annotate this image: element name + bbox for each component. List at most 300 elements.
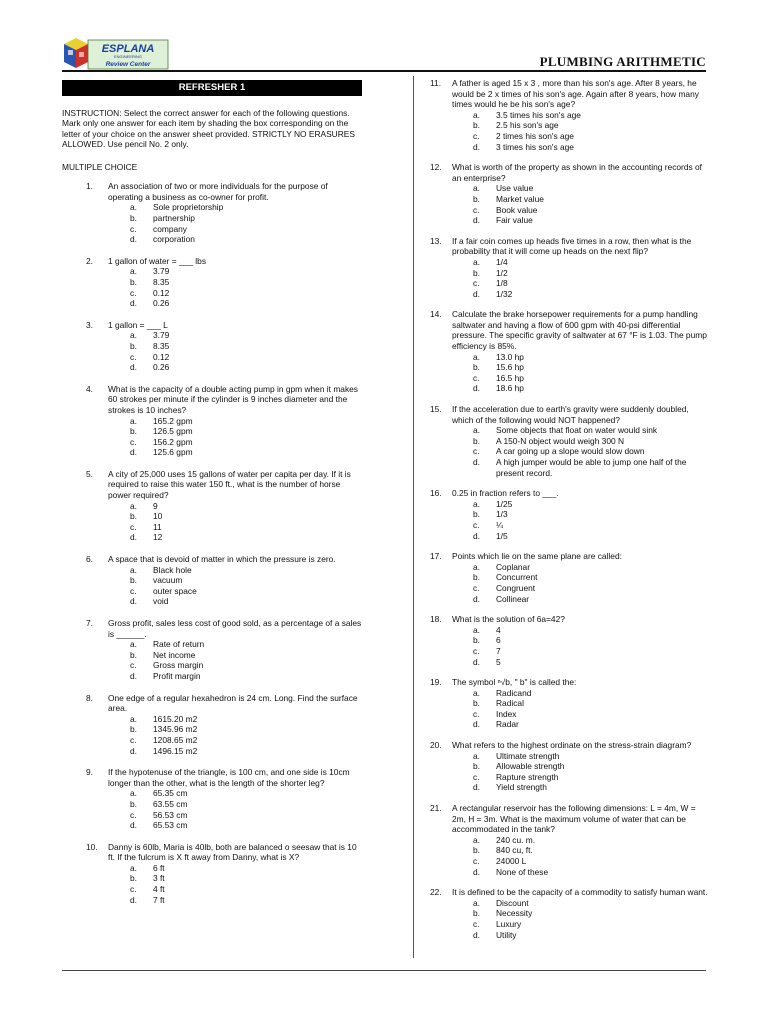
option-text: 65.35 cm	[153, 788, 188, 799]
option-letter: d.	[130, 596, 137, 607]
question-body	[452, 236, 710, 300]
option-text: 24000 L	[496, 856, 527, 866]
answer-option	[452, 352, 710, 363]
answer-option	[452, 835, 710, 846]
question-text: A rectangular reservoir has the following dimensions: L = 4m, W = 2m, H = 3m. What is the maximum volume of water that can be accommodated in the tank?	[452, 803, 696, 835]
answer-option	[108, 522, 362, 533]
question-text: 1 gallon = ___ L	[108, 319, 168, 330]
option-text: 56.53 cm	[153, 809, 188, 820]
question-list-right	[430, 78, 710, 940]
answer-option	[108, 288, 362, 299]
option-text: Necessity	[496, 908, 533, 919]
answer-option	[452, 362, 710, 373]
option-text: 8.35	[153, 340, 170, 351]
answer-option	[452, 457, 710, 478]
option-text: 125.6 gpm	[153, 447, 193, 458]
question-number: 20.	[430, 740, 442, 751]
option-letter: b.	[473, 435, 480, 446]
option-letter: d.	[473, 656, 480, 667]
question-body	[452, 551, 710, 604]
option-letter: c.	[473, 278, 480, 289]
option-text: 6	[496, 635, 501, 646]
option-text: company	[153, 223, 187, 234]
option-letter: a.	[473, 834, 480, 845]
question-number: 10.	[86, 841, 98, 852]
question-body	[108, 767, 362, 831]
answer-option	[108, 426, 362, 437]
question-number: 19.	[430, 677, 442, 688]
question-body	[452, 162, 710, 226]
question-item	[430, 162, 710, 226]
option-text: 16.5 hp	[496, 372, 524, 383]
option-text: A 150-N object would weigh 300 N	[496, 435, 625, 446]
option-text: 7 ft	[153, 894, 165, 905]
option-letter: b.	[473, 572, 480, 583]
answer-option	[452, 268, 710, 279]
option-letter: a.	[473, 498, 480, 509]
option-text: outer space	[153, 585, 197, 596]
answer-option	[108, 863, 362, 874]
question-text: What is the solution of 6a=42?	[452, 614, 565, 625]
option-letter: c.	[473, 708, 480, 719]
option-text: 65.53 cm	[153, 820, 188, 831]
option-text: 1/8	[496, 278, 508, 289]
question-item	[430, 677, 710, 730]
answer-option	[108, 650, 362, 661]
option-letter: c.	[473, 372, 480, 383]
question-body	[452, 677, 710, 730]
esplana-logo	[62, 36, 170, 72]
option-letter: a.	[130, 202, 137, 213]
answer-option	[108, 437, 362, 448]
answer-option	[452, 646, 710, 657]
option-letter: c.	[473, 582, 480, 593]
option-text: 840 cu, ft.	[496, 845, 533, 856]
option-text: Concurrent	[496, 572, 538, 583]
option-text: 156.2 gpm	[153, 436, 193, 447]
option-letter: b.	[130, 873, 137, 884]
option-letter: b.	[473, 509, 480, 520]
option-letter: b.	[473, 267, 480, 278]
option-text: Ultimate strength	[496, 750, 560, 761]
question-number: 21.	[430, 803, 442, 814]
answer-option	[108, 671, 362, 682]
option-text: 3.79	[153, 266, 170, 277]
option-letter: c.	[130, 734, 137, 745]
answer-option	[452, 657, 710, 668]
option-letter: d.	[473, 719, 480, 730]
answer-option	[108, 735, 362, 746]
option-letter: b.	[473, 761, 480, 772]
option-letter: b.	[130, 340, 137, 351]
option-letter: d.	[130, 820, 137, 831]
option-text: Utility	[496, 929, 517, 940]
option-letter: a.	[130, 639, 137, 650]
option-text: ¼	[496, 519, 503, 530]
option-text: 18.6 hp	[496, 383, 524, 394]
question-text: 1 gallon of water = ___ lbs	[108, 255, 207, 266]
right-column	[430, 78, 710, 950]
answer-option	[452, 572, 710, 583]
option-letter: a.	[473, 624, 480, 635]
question-item	[62, 554, 362, 607]
answer-option	[108, 501, 362, 512]
question-body	[108, 554, 362, 607]
question-item	[430, 309, 710, 394]
answer-option	[452, 583, 710, 594]
option-text: Sole proprietorship	[153, 202, 224, 213]
question-body	[452, 740, 710, 793]
option-letter: a.	[473, 109, 480, 120]
option-letter: c.	[473, 519, 480, 530]
question-text: Points which lie on the same plane are called:	[452, 551, 622, 562]
footer-divider	[62, 970, 706, 971]
option-text: 1/2	[496, 267, 508, 278]
option-text: 240 cu. m.	[496, 834, 536, 845]
option-text: 11	[153, 521, 162, 532]
question-number: 16.	[430, 488, 442, 499]
question-body	[108, 256, 362, 309]
option-text: 3.79	[153, 330, 170, 341]
option-letter: d.	[130, 447, 137, 458]
option-letter: a.	[130, 330, 137, 341]
option-text: Some objects that float on water would sink	[496, 425, 658, 436]
option-letter: b.	[130, 511, 137, 522]
option-letter: c.	[130, 809, 137, 820]
option-letter: b.	[473, 193, 480, 204]
answer-option	[452, 625, 710, 636]
option-text: Coplanar	[496, 561, 530, 572]
option-text: 1208.65 m2	[153, 734, 198, 745]
option-text: 1/25	[496, 498, 513, 509]
question-item	[430, 551, 710, 604]
logo-name: ESPLANA	[101, 43, 155, 55]
answer-option	[108, 565, 362, 576]
option-text: 7	[496, 645, 501, 656]
question-body	[108, 469, 362, 543]
answer-option	[452, 446, 710, 457]
option-text: Gross margin	[153, 660, 204, 671]
question-item	[62, 320, 362, 373]
answer-option	[108, 660, 362, 671]
option-letter: a.	[473, 425, 480, 436]
option-letter: b.	[130, 276, 137, 287]
answer-option	[108, 277, 362, 288]
option-letter: c.	[473, 446, 480, 457]
option-letter: d.	[473, 141, 480, 152]
answer-option	[452, 183, 710, 194]
option-letter: d.	[473, 383, 480, 394]
answer-option	[452, 194, 710, 205]
option-text: Fair value	[496, 215, 533, 226]
answer-option	[108, 799, 362, 810]
question-number: 1.	[86, 181, 93, 192]
option-text: 15.6 hp	[496, 362, 524, 373]
answer-option	[108, 788, 362, 799]
question-body	[452, 404, 710, 478]
question-text: What refers to the highest ordinate on the stress-strain diagram?	[452, 740, 692, 751]
answer-option	[452, 215, 710, 226]
answer-option	[108, 873, 362, 884]
answer-option	[452, 908, 710, 919]
answer-option	[452, 278, 710, 289]
question-number: 17.	[430, 551, 442, 562]
option-text: Congruent	[496, 582, 536, 593]
option-letter: b.	[130, 798, 137, 809]
option-letter: c.	[130, 287, 137, 298]
question-body	[452, 309, 710, 394]
option-text: 3.5 times his son's age	[496, 109, 581, 120]
option-letter: b.	[473, 908, 480, 919]
option-text: 1/3	[496, 509, 508, 520]
answer-option	[108, 266, 362, 277]
answer-option	[452, 930, 710, 941]
answer-option	[108, 810, 362, 821]
option-letter: d.	[473, 457, 480, 467]
option-text: 8.35	[153, 276, 170, 287]
refresher-title: REFRESHER 1	[62, 80, 362, 96]
answer-option	[108, 586, 362, 597]
option-letter: d.	[130, 362, 137, 373]
answer-option	[452, 520, 710, 531]
answer-option	[452, 499, 710, 510]
question-body	[108, 181, 362, 245]
answer-option	[452, 782, 710, 793]
option-text: Collinear	[496, 593, 530, 604]
option-text: 2.5 his son's age	[496, 120, 559, 131]
answer-option	[452, 867, 710, 878]
answer-option	[452, 772, 710, 783]
option-text: Radicand	[496, 687, 532, 698]
option-letter: d.	[473, 530, 480, 541]
answer-option	[452, 719, 710, 730]
question-number: 8.	[86, 692, 93, 703]
option-letter: d.	[473, 782, 480, 793]
option-letter: d.	[130, 532, 137, 543]
option-letter: a.	[473, 687, 480, 698]
option-text: 3 ft	[153, 873, 165, 884]
question-item	[62, 618, 362, 682]
question-number: 2.	[86, 255, 93, 266]
answer-option	[108, 213, 362, 224]
question-body	[452, 614, 710, 667]
option-letter: c.	[473, 918, 480, 929]
question-text: If the acceleration due to earth's gravity were suddenly doubled, which of the following would NOT happened?	[452, 404, 689, 425]
answer-option	[452, 688, 710, 699]
multiple-choice-heading: MULTIPLE CHOICE	[62, 161, 138, 172]
instruction-text: INSTRUCTION: Select the correct answer for each of the following questions. Mark only one answer for each item by shading the box corresponding on the letter of your choice on the answer sheet provided. STRICTLY NO ERASURES ALLOWED. Use pencil No. 2 only.	[62, 108, 355, 150]
option-text: 1/4	[496, 256, 508, 267]
question-text: An association of two or more individuals for the purpose of operating a business as co-owner for profit.	[108, 181, 328, 202]
option-letter: b.	[130, 426, 137, 437]
answer-option	[452, 142, 710, 153]
answer-option	[108, 224, 362, 235]
answer-option	[108, 298, 362, 309]
option-text: 10	[153, 511, 163, 522]
answer-option	[108, 511, 362, 522]
question-number: 11.	[430, 78, 442, 88]
question-number: 9.	[86, 767, 93, 778]
option-text: 4	[496, 624, 501, 635]
option-letter: a.	[473, 561, 480, 572]
answer-option	[452, 257, 710, 268]
option-letter: d.	[130, 894, 137, 905]
answer-option	[108, 575, 362, 586]
question-body	[452, 803, 710, 877]
column-divider	[413, 76, 414, 958]
option-text: 6 ft	[153, 862, 165, 873]
option-text: 12	[153, 532, 163, 543]
question-number: 4.	[86, 383, 93, 394]
answer-option	[108, 532, 362, 543]
option-text: 4 ft	[153, 884, 165, 895]
option-letter: d.	[130, 745, 137, 756]
option-text: Allowable strength	[496, 761, 565, 772]
question-number: 7.	[86, 618, 93, 628]
question-text: A city of 25,000 uses 15 gallons of water per capita per day. If it is required to raise this water 150 ft., what is the number of horse power required?	[108, 468, 351, 501]
option-text: 0.12	[153, 287, 170, 298]
option-letter: c.	[473, 771, 480, 782]
question-text: If the hypotenuse of the triangle, is 100 cm, and one side is 10cm longer than the other, what is the length of the shorter leg?	[108, 767, 350, 788]
option-text: 0.26	[153, 362, 170, 373]
option-letter: c.	[473, 130, 480, 141]
option-text: None of these	[496, 866, 549, 877]
question-item	[430, 404, 710, 478]
answer-option	[108, 362, 362, 373]
answer-option	[452, 594, 710, 605]
question-text: A father is aged 15 x 3 , more than his son's age. After 8 years, he would be 2 x times of his son's age. Again after 8 years, how many times would he be his son's age?	[452, 78, 699, 110]
option-text: 126.5 gpm	[153, 426, 193, 437]
option-text: Net income	[153, 649, 196, 660]
question-number: 12.	[430, 162, 442, 173]
option-text: Market value	[496, 193, 544, 204]
option-letter: b.	[130, 575, 137, 586]
option-text: 1/32	[496, 288, 513, 299]
question-text: Danny is 60lb, Maria is 40lb, both are balanced o seesaw that is 10 ft. If the fulcrum is X ft away from Danny, what is X?	[108, 841, 357, 863]
answer-option	[108, 341, 362, 352]
option-letter: c.	[130, 223, 137, 234]
header-divider	[62, 70, 706, 72]
answer-option	[452, 898, 710, 909]
option-letter: a.	[473, 351, 480, 362]
answer-option	[452, 205, 710, 216]
option-text: Use value	[496, 183, 534, 194]
option-text: Radar	[496, 719, 519, 730]
question-text: What is the capacity of a double acting pump in gpm when it makes 60 strokes per minute if the cylinder is 9 inches diameter and the strokes is 10 inches?	[108, 383, 358, 415]
answer-option	[108, 724, 362, 735]
option-letter: b.	[473, 362, 480, 373]
question-text: If a fair coin comes up heads five times in a row, then what is the probability that it will come up heads on the next flip?	[452, 235, 692, 257]
option-text: Radical	[496, 698, 524, 709]
answer-option	[452, 373, 710, 384]
option-letter: b.	[130, 213, 137, 223]
option-text: 9	[153, 500, 158, 511]
option-letter: a.	[473, 750, 480, 761]
answer-option	[108, 330, 362, 341]
answer-option	[108, 714, 362, 725]
question-number: 5.	[86, 468, 93, 479]
logo-subtitle: ENGINEERING	[113, 54, 143, 59]
answer-option	[452, 635, 710, 646]
option-text: Index	[496, 708, 517, 719]
answer-option	[452, 709, 710, 720]
answer-option	[452, 919, 710, 930]
option-text: 2 times his son's age	[496, 130, 574, 141]
option-letter: a.	[130, 713, 137, 724]
question-text: Gross profit, sales less cost of good sold, as a percentage of a sales is ______.	[108, 618, 362, 639]
option-text: 0.26	[153, 298, 170, 309]
question-body	[108, 384, 362, 458]
answer-option	[452, 531, 710, 542]
logo-tagline: Review Center	[105, 61, 151, 68]
question-text: Calculate the brake horsepower requirements for a pump handling saltwater and having a flow of 600 gpm with 40-psi differential pressure. The specific gravity of saltwater at 67 °F is 1.03. The pump efficiency is 85%.	[452, 309, 707, 352]
answer-option	[452, 761, 710, 772]
question-item	[430, 614, 710, 667]
answer-option	[108, 639, 362, 650]
question-body	[108, 842, 362, 906]
option-letter: c.	[473, 645, 480, 656]
option-letter: c.	[130, 351, 137, 362]
option-letter: b.	[130, 649, 137, 660]
question-item	[62, 256, 362, 309]
option-letter: c.	[473, 856, 480, 866]
question-item	[62, 842, 362, 906]
answer-option	[452, 120, 710, 131]
option-text: 0.12	[153, 351, 170, 362]
question-item	[430, 887, 710, 940]
option-letter: b.	[130, 724, 137, 735]
option-text: A car going up a slope would slow down	[496, 446, 645, 457]
question-number: 18.	[430, 614, 442, 625]
option-letter: b.	[473, 698, 480, 709]
answer-option	[452, 110, 710, 121]
option-text: Profit margin	[153, 670, 201, 681]
option-letter: c.	[473, 204, 480, 215]
question-item	[430, 488, 710, 541]
question-number: 3.	[86, 319, 93, 330]
question-body	[108, 320, 362, 373]
question-item	[62, 767, 362, 831]
option-letter: a.	[130, 415, 137, 426]
option-letter: c.	[130, 660, 137, 671]
option-text: Discount	[496, 897, 529, 908]
question-list-left	[62, 181, 362, 905]
question-number: 13.	[430, 235, 442, 246]
question-number: 22.	[430, 887, 442, 898]
option-text: 1/5	[496, 530, 508, 541]
option-letter: a.	[130, 564, 137, 575]
option-text: Luxury	[496, 918, 522, 929]
question-item	[430, 803, 710, 877]
option-text: partnership	[153, 213, 195, 223]
option-text: 1345.96 m2	[153, 724, 198, 735]
left-column	[62, 78, 362, 916]
question-number: 15.	[430, 404, 442, 415]
option-text: corporation	[153, 234, 195, 245]
answer-option	[452, 509, 710, 520]
option-text: void	[153, 596, 169, 607]
question-text: It is defined to be the capacity of a commodity to satisfy human want.	[452, 887, 708, 898]
option-text: 63.55 cm	[153, 798, 188, 809]
option-text: 3 times his son's age	[496, 141, 574, 152]
question-body	[452, 78, 710, 152]
option-letter: d.	[130, 670, 137, 681]
option-letter: a.	[130, 266, 137, 277]
option-text: Book value	[496, 204, 538, 215]
option-letter: d.	[473, 866, 480, 877]
answer-option	[108, 352, 362, 363]
answer-option	[452, 289, 710, 300]
